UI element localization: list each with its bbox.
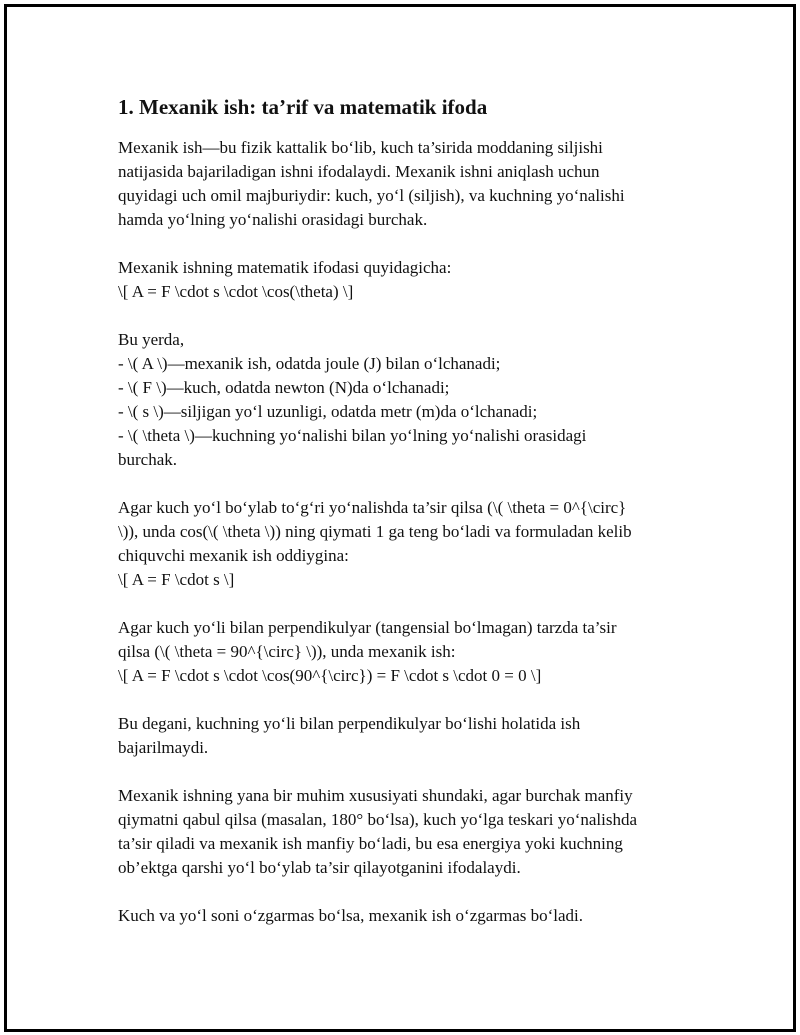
text-line: qiymatni qabul qilsa (masalan, 180° bo‘lsa), kuch yo‘lga teskari yo‘nalishda [118,810,638,829]
formula-line: \[ A = F \cdot s \cdot \cos(90^{\circ}) = F \cdot s \cdot 0 = 0 \] [118,666,542,685]
list-item: - \( F \)—kuch, odatda newton (N)da o‘lchanadi; [118,378,450,397]
text-line: natijasida bajariladigan ishni ifodalaydi. Mexanik ishni aniqlash uchun [118,162,600,181]
paragraph-formula [118,256,688,304]
text-line: quyidagi uch omil majburiydir: kuch, yo‘l (siljish), va kuchning yo‘nalishi [118,186,625,205]
list-item: - \( \theta \)—kuchning yo‘nalishi bilan yo‘lning yo‘nalishi orasidagi [118,426,587,445]
text-line: Mexanik ish—bu fizik kattalik bo‘lib, kuch ta’sirida moddaning siljishi [118,138,603,157]
paragraph-zero-angle [118,496,688,592]
document-body [118,92,688,952]
text-line: Agar kuch yo‘li bilan perpendikulyar (tangensial bo‘lmagan) tarzda ta’sir [118,618,617,637]
formula-line: \[ A = F \cdot s \] [118,570,235,589]
text-line: Mexanik ishning yana bir muhim xususiyati shundaki, agar burchak manfiy [118,786,633,805]
paragraph-perpendicular [118,616,688,688]
text-line: bajarilmaydi. [118,738,209,757]
text-line: ta’sir qiladi va mexanik ish manfiy bo‘ladi, bu esa energiya yoki kuchning [118,834,623,853]
section-title: 1. Mexanik ish: ta’rif va matematik ifoda [118,95,488,119]
text-line: Agar kuch yo‘l bo‘ylab to‘g‘ri yo‘nalishda ta’sir qilsa (\( \theta = 0^{\circ} [118,498,627,517]
text-line: Bu yerda, [118,330,185,349]
paragraph-constant [118,904,688,928]
text-line: Kuch va yo‘l soni o‘zgarmas bo‘lsa, mexanik ish o‘zgarmas bo‘ladi. [118,906,584,925]
text-line: Mexanik ishning matematik ifodasi quyidagicha: [118,258,452,277]
paragraph-definition [118,136,688,232]
formula-line: \[ A = F \cdot s \cdot \cos(\theta) \] [118,282,354,301]
list-item: - \( A \)—mexanik ish, odatda joule (J) bilan o‘lchanadi; [118,354,501,373]
text-line: Bu degani, kuchning yo‘li bilan perpendikulyar bo‘lishi holatida ish [118,714,581,733]
text-line: chiquvchi mexanik ish oddiygina: [118,546,349,565]
paragraph-negative-work [118,784,688,880]
list-item: - \( s \)—siljigan yo‘l uzunligi, odatda metr (m)da o‘lchanadi; [118,402,538,421]
text-line: \)), unda cos(\( \theta \)) ning qiymati 1 ga teng bo‘ladi va formuladan kelib [118,522,632,541]
paragraph-variables [118,328,688,472]
text-line: ob’ektga qarshi yo‘l bo‘ylab ta’sir qilayotganini ifodalaydi. [118,858,521,877]
text-line: burchak. [118,450,178,469]
paragraph-no-work [118,712,688,760]
text-line: qilsa (\( \theta = 90^{\circ} \)), unda mexanik ish: [118,642,456,661]
text-line: hamda yo‘lning yo‘nalishi orasidagi burchak. [118,210,428,229]
